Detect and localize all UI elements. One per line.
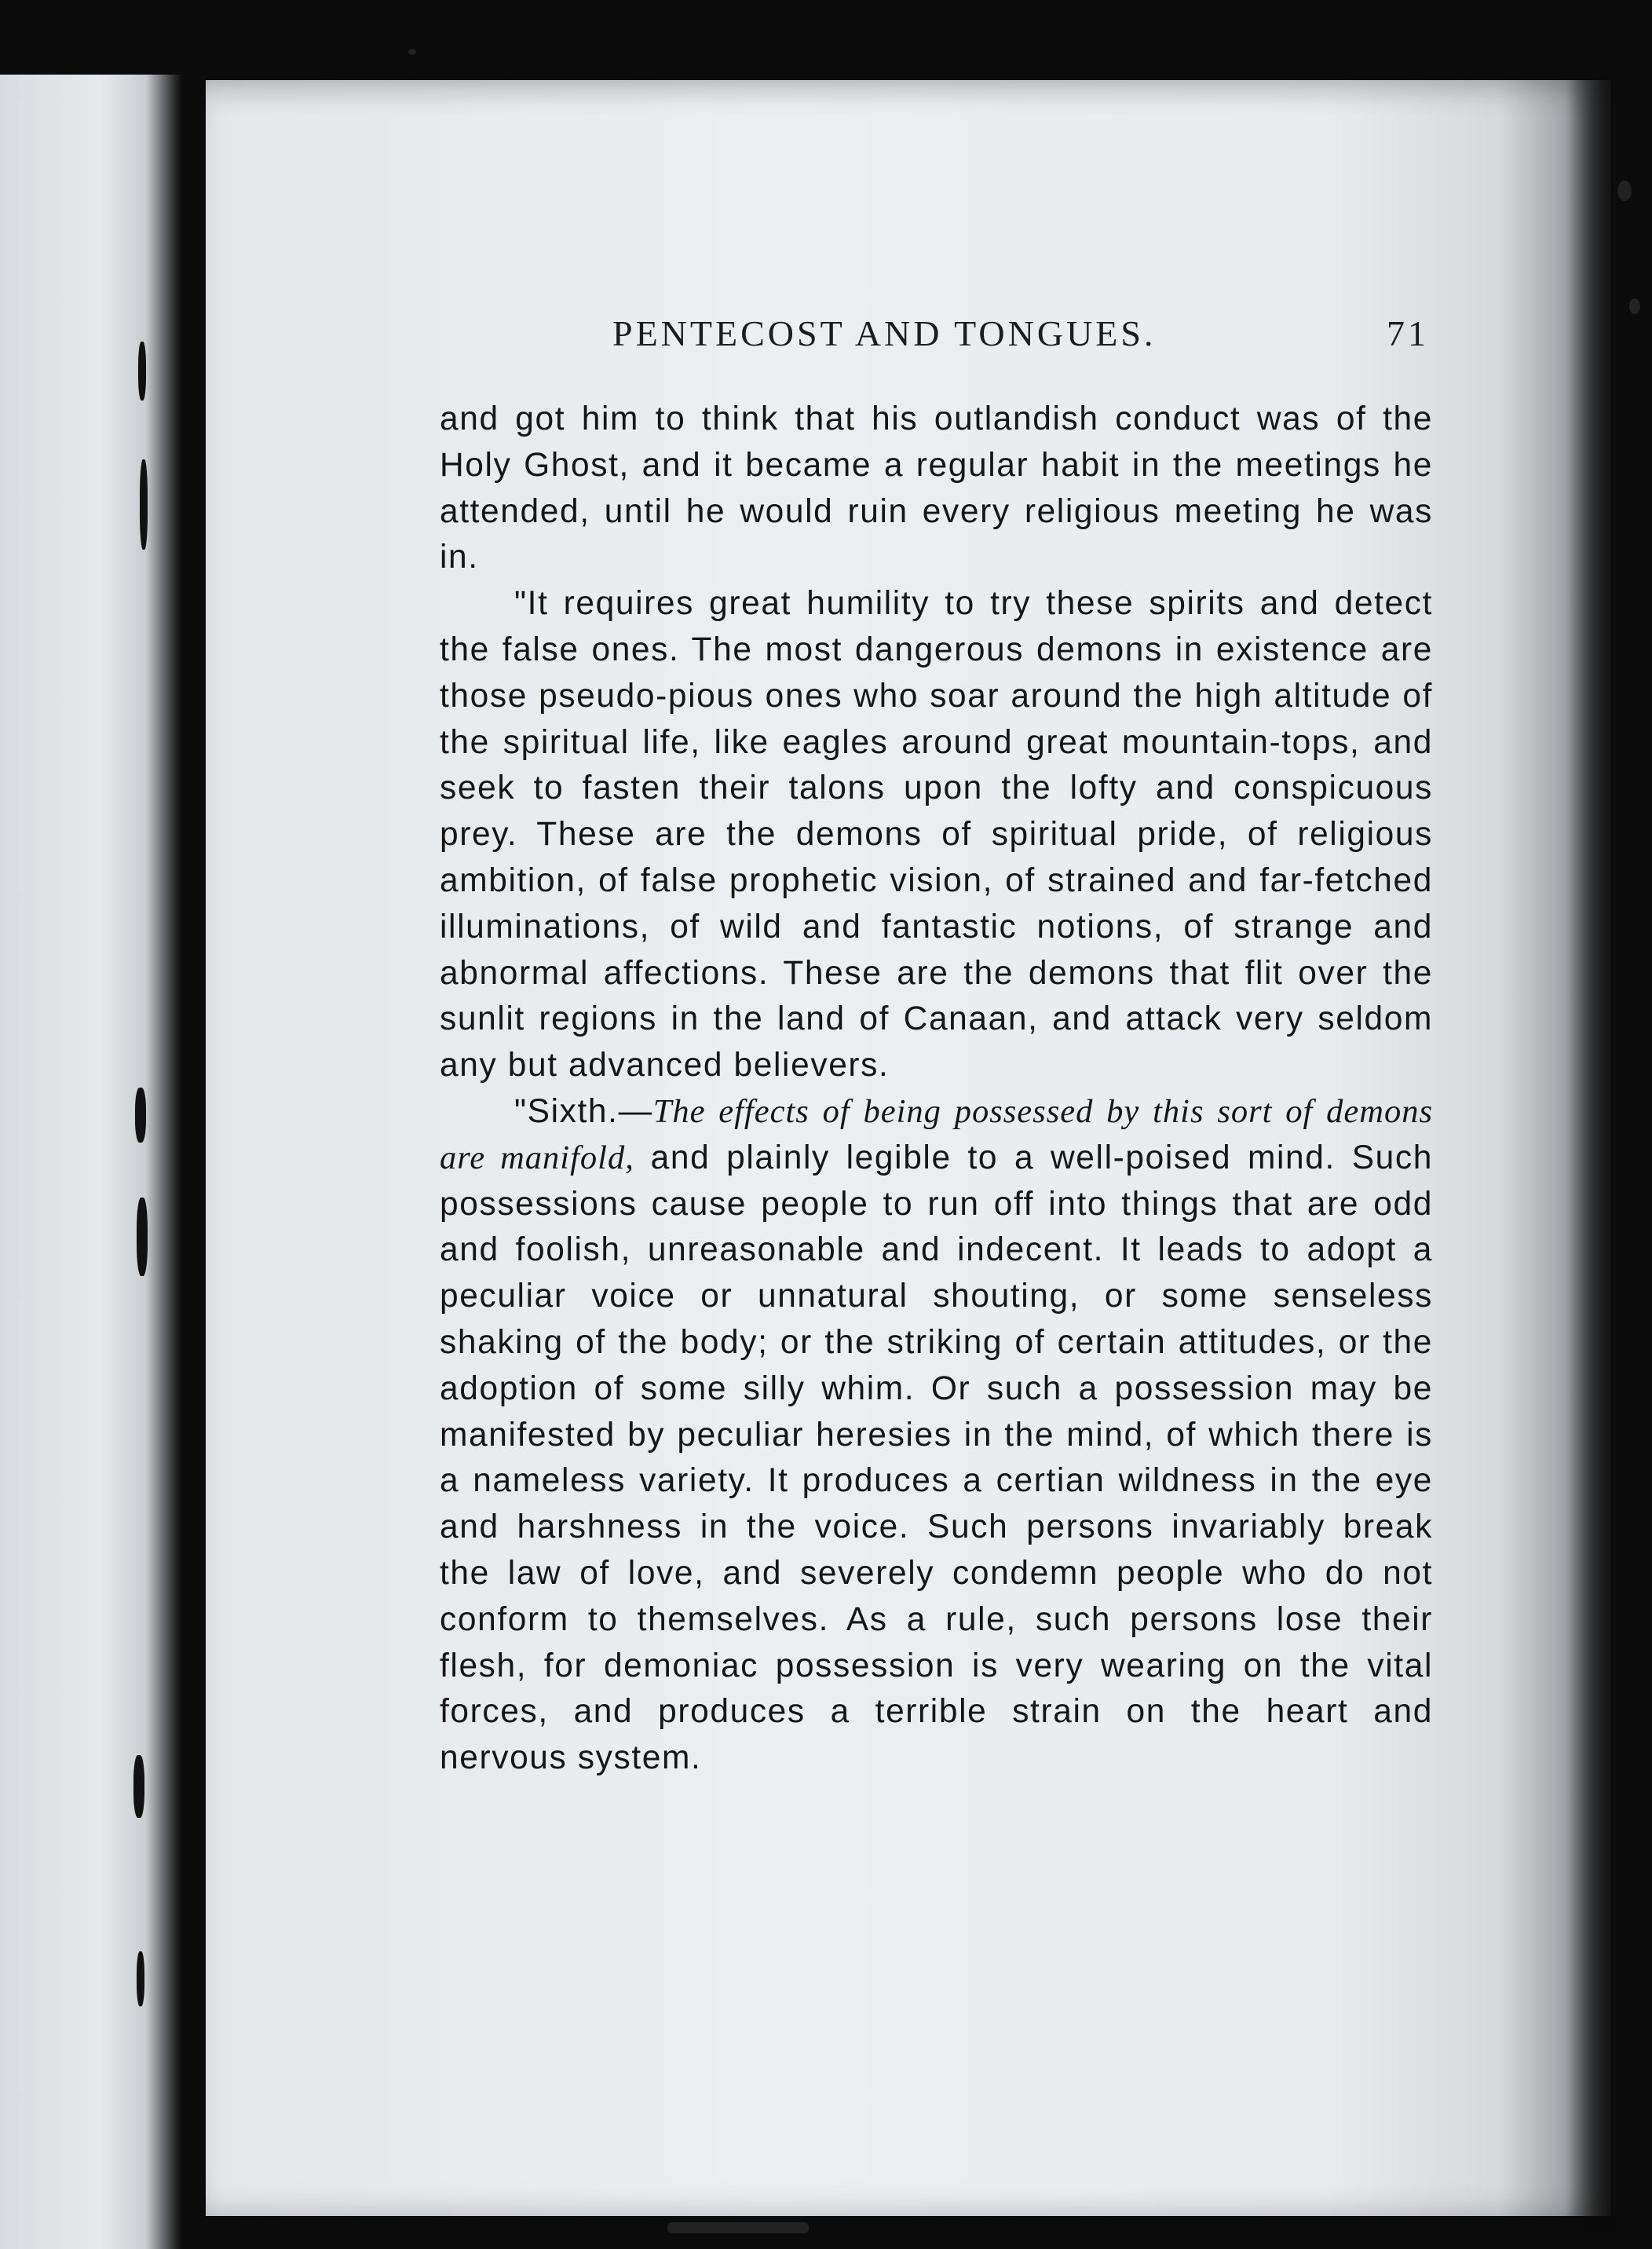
gutter-speck (135, 1088, 146, 1143)
scan-speck (408, 49, 416, 55)
previous-page-edge (0, 75, 182, 2249)
page-number: 71 (1387, 313, 1429, 353)
paragraph-text: and got him to think that his outlandish conduct was of the Holy Ghost, and it became a regular habit in the meetings he attended, until he would ruin every religious meeting he was in. (440, 400, 1433, 576)
paragraph-3 (440, 1089, 1433, 1782)
italic-phrase: The effects of being possessed by this sort of demons are manifold, (440, 1092, 1433, 1176)
gutter-speck (137, 1951, 144, 2006)
scan-speck (1629, 298, 1640, 314)
scan-speck (1617, 181, 1632, 201)
scan-speck (667, 2222, 809, 2233)
page-body-text (440, 397, 1433, 1782)
gutter-speck (133, 1755, 144, 1818)
paragraph-text: and plainly legible to a well-poised mind. Such possessions cause people to run off into things that are odd and foolish, unreasonable and indecent. It leads to adopt a peculiar voice or unnatural shouting, or some senseless shaking of the body; or the striking of certain attitudes, or the adoption of some silly whim. Or such a possession may be manifested by peculiar heresies in the mind, of which there is a nameless variety. It produces a certian wildness in the eye and harshness in the voice. Such persons invariably break the law of love, and severely condemn people who do not conform to themselves. As a rule, such persons lose their flesh, for demoniac possession is very wearing on the vital forces, and produces a terrible strain on the heart and nervous system. (440, 1139, 1433, 1777)
gutter-speck (140, 459, 148, 550)
running-title: PENTECOST AND TONGUES. (612, 313, 1157, 353)
paragraph-text: "It requires great humility to try these spirits and detect the false ones. The most dangerous demons in existence are those pseudo-pious ones who soar around the high altitude of the spiritual life, like eagles around great mountain-tops, and seek to fasten their talons upon the lofty and conspicuous prey. These are the demons of spiritual pride, of religious ambition, of false prophetic vision, of strained and far-fetched illuminations, of wild and fantastic notions, of strange and abnormal affections. These are the demons that flit over the sunlit regions in the land of Canaan, and attack very seldom any but advanced believers. (440, 585, 1433, 1084)
running-header (612, 313, 1429, 360)
page-shadow-edge (1566, 79, 1652, 2230)
paragraph-2 (440, 581, 1433, 1089)
gutter-speck (138, 342, 146, 400)
paragraph-1 (440, 397, 1433, 581)
gutter-speck (137, 1198, 148, 1276)
paragraph-lead: "Sixth.— (514, 1092, 653, 1130)
